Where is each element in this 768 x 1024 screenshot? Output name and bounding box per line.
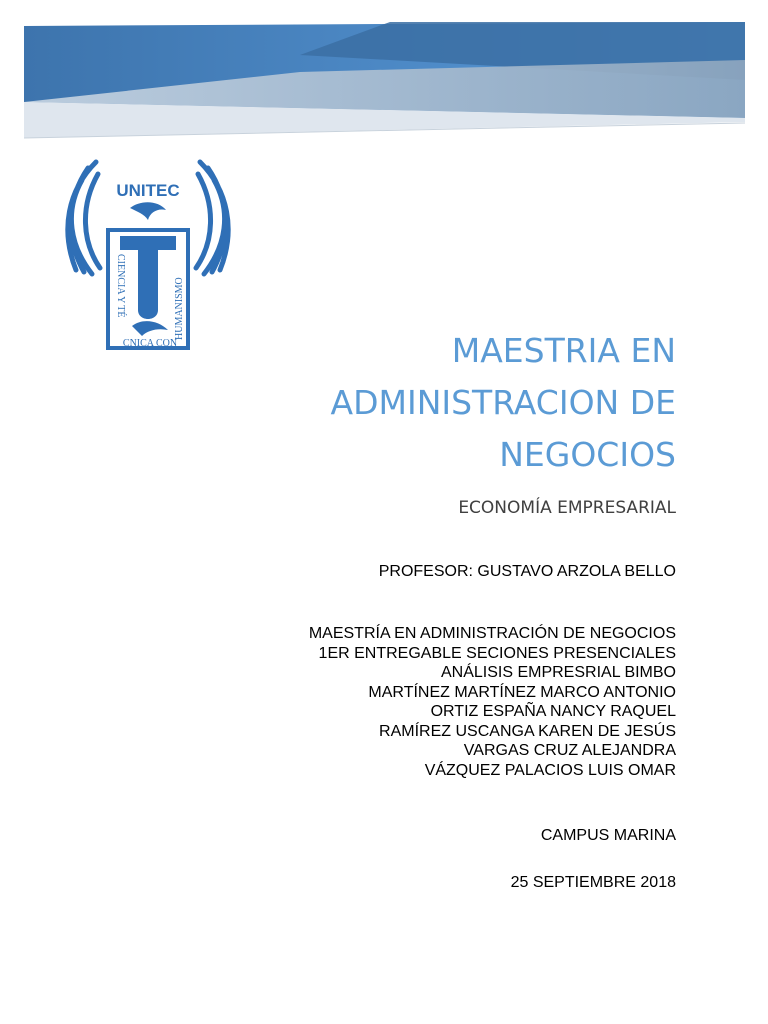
student-name: MARTÍNEZ MARTÍNEZ MARCO ANTONIO bbox=[368, 683, 676, 701]
professor-line: PROFESOR: GUSTAVO ARZOLA BELLO bbox=[378, 563, 676, 580]
details-block bbox=[156, 624, 676, 780]
logo-right-text: HUMANISMO bbox=[174, 277, 185, 340]
title-line: NEGOCIOS bbox=[499, 435, 676, 474]
date-line: 25 SEPTIEMBRE 2018 bbox=[510, 874, 676, 891]
title-line: ADMINISTRACION DE bbox=[330, 383, 676, 422]
student-name: ORTIZ ESPAÑA NANCY RAQUEL bbox=[430, 703, 676, 720]
student-name: RAMÍREZ USCANGA KAREN DE JESÚS bbox=[379, 722, 676, 740]
campus-line: CAMPUS MARINA bbox=[540, 827, 676, 844]
header-banner bbox=[0, 0, 768, 150]
logo-bottom-text: CNICA CON bbox=[122, 338, 178, 349]
logo-unitec-text: UNITEC bbox=[116, 181, 180, 200]
document-subtitle: ECONOMÍA EMPRESARIAL bbox=[458, 498, 676, 518]
logo-left-text: CIENCIA Y TÉ bbox=[115, 254, 126, 318]
student-name: VÁZQUEZ PALACIOS LUIS OMAR bbox=[424, 761, 676, 779]
document-title bbox=[156, 325, 676, 481]
right-wing bbox=[196, 162, 228, 274]
title-line: MAESTRIA EN bbox=[451, 331, 676, 370]
program-line: 1ER ENTREGABLE SECIONES PRESENCIALES bbox=[318, 644, 676, 662]
student-name: VARGAS CRUZ ALEJANDRA bbox=[463, 742, 676, 759]
left-wing bbox=[68, 162, 100, 274]
program-line: ANÁLISIS EMPRESRIAL BIMBO bbox=[440, 664, 676, 681]
program-line: MAESTRÍA EN ADMINISTRACIÓN DE NEGOCIOS bbox=[308, 625, 676, 642]
letter-t-icon bbox=[120, 236, 176, 319]
eagle-icon bbox=[130, 202, 166, 220]
